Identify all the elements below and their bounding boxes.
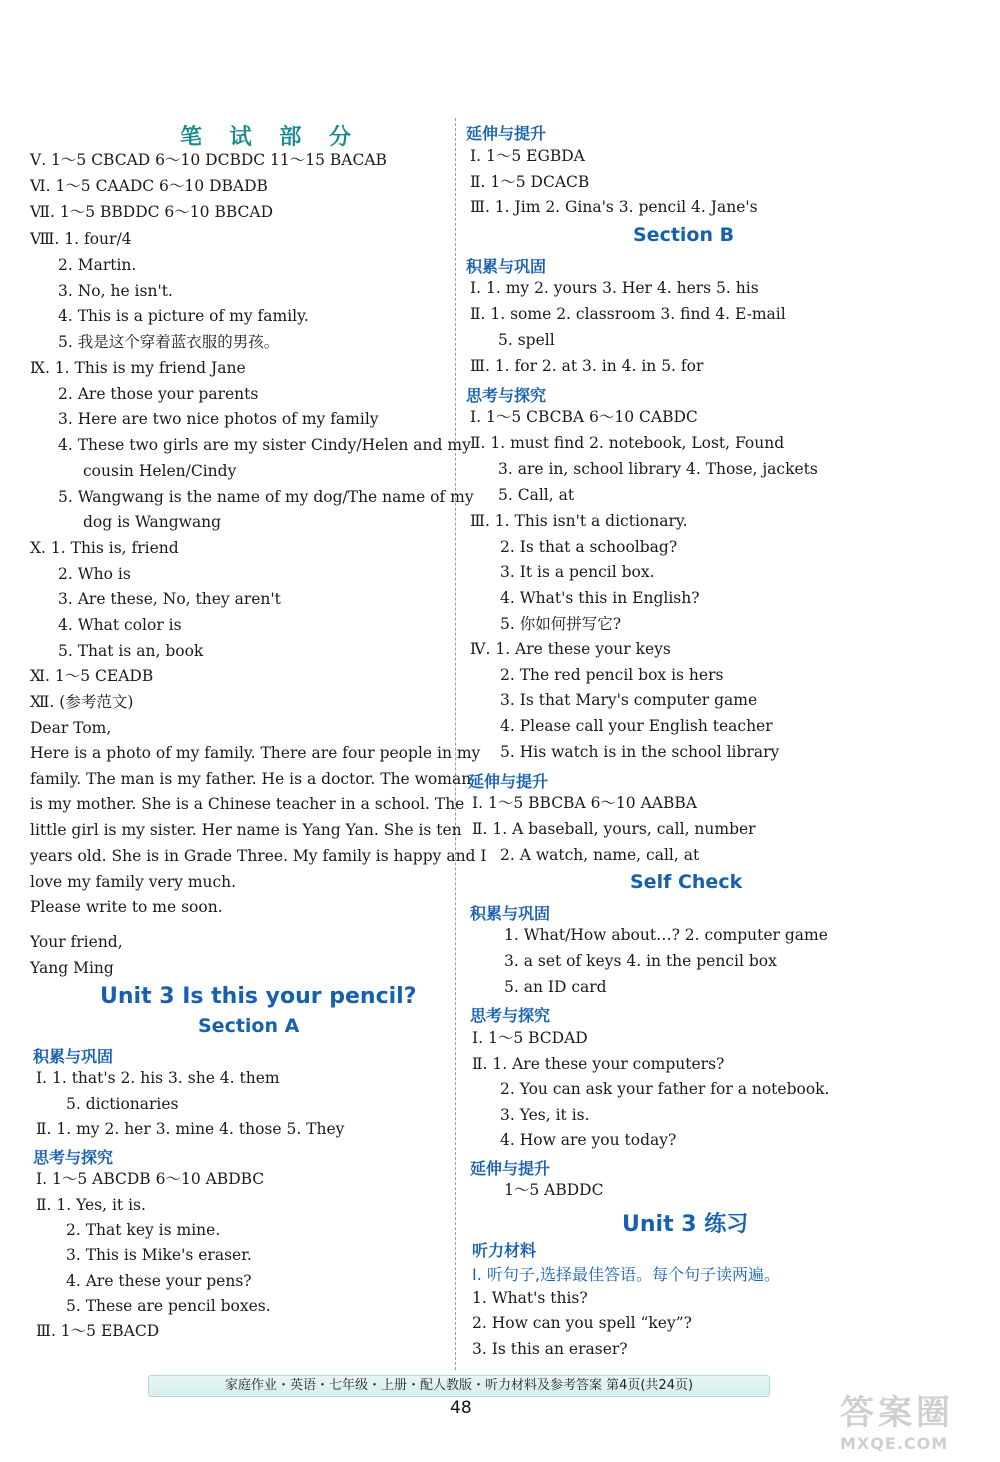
right-answer-line: Ⅱ. 1～5 DCACB xyxy=(470,173,590,191)
right-answer-line: 2. The red pencil box is hers xyxy=(500,666,724,684)
right-answer-line: Ⅰ. 1. my 2. yours 3. Her 4. hers 5. his xyxy=(470,279,759,297)
subheading-sikao: 思考与探究 xyxy=(33,1148,114,1167)
right-answer-line: Ⅱ. 1. some 2. classroom 3. find 4. E-mail xyxy=(470,305,786,323)
left-answer-line: 5. These are pencil boxes. xyxy=(66,1297,271,1315)
right-answer-line: Ⅲ. 1. Jim 2. Gina's 3. pencil 4. Jane's xyxy=(470,198,758,216)
left-answer-line: Ⅴ. 1～5 CBCAD 6～10 DCBDC 11～15 BACAB xyxy=(30,151,387,169)
right-answer-line: 3. It is a pencil box. xyxy=(500,563,655,581)
left-answer-line: Ⅻ. (参考范文) xyxy=(30,693,134,711)
right-answer-line: 3. a set of keys 4. in the pencil box xyxy=(504,952,777,970)
left-answer-line: 2. That key is mine. xyxy=(66,1221,221,1239)
section-b-heading: Section B xyxy=(633,224,735,246)
left-answer-line: Your friend, xyxy=(30,933,123,951)
subheading-tingli: 听力材料 xyxy=(472,1241,537,1260)
right-answer-line: Ⅰ. 1～5 BBCBA 6～10 AABBA xyxy=(472,794,697,812)
left-answer-line: Please write to me soon. xyxy=(30,898,223,916)
right-answer-line: 2. A watch, name, call, at xyxy=(500,846,700,864)
right-answer-line: 2. You can ask your father for a notebook. xyxy=(500,1080,830,1098)
section-a-heading: Section A xyxy=(198,1015,300,1037)
page-number: 48 xyxy=(450,1398,472,1418)
left-answer-line: 2. Are those your parents xyxy=(58,385,259,403)
left-answer-line: 3. This is Mike's eraser. xyxy=(66,1246,252,1264)
left-answer-line: 3. Are these, No, they aren't xyxy=(58,590,281,608)
subheading-jilei-b: 积累与巩固 xyxy=(466,257,547,276)
right-answer-line: Ⅱ. 1. must find 2. notebook, Lost, Found xyxy=(470,434,785,452)
right-answer-line: 4. How are you today? xyxy=(500,1131,677,1149)
right-answer-line: 3. Is that Mary's computer game xyxy=(500,691,758,709)
unit3-practice-heading: Unit 3 练习 xyxy=(622,1212,749,1237)
subheading-jilei: 积累与巩固 xyxy=(33,1047,114,1066)
left-answer-line: Ⅺ. 1～5 CEADB xyxy=(30,667,154,685)
right-answer-line: Ⅳ. 1. Are these your keys xyxy=(470,640,671,658)
right-answer-line: 3. Yes, it is. xyxy=(500,1106,590,1124)
left-answer-line: Ⅱ. 1. my 2. her 3. mine 4. those 5. They xyxy=(36,1120,345,1138)
subheading-sikao-sc: 思考与探究 xyxy=(470,1006,551,1025)
left-answer-line: Yang Ming xyxy=(30,959,114,977)
right-answer-line: 3. are in, school library 4. Those, jackets xyxy=(498,460,818,478)
right-answer-line: 2. Is that a schoolbag? xyxy=(500,538,678,556)
right-answer-line: 2. How can you spell “key”? xyxy=(472,1314,692,1332)
self-check-heading: Self Check xyxy=(630,871,743,893)
unit-title: Unit 3 Is this your pencil? xyxy=(100,984,417,1009)
left-answer-line: 5. That is an, book xyxy=(58,642,204,660)
left-answer-line: Ⅹ. 1. This is, friend xyxy=(30,539,179,557)
left-answer-line: 2. Who is xyxy=(58,565,131,583)
left-answer-line: 3. Here are two nice photos of my family xyxy=(58,410,379,428)
right-answer-line: Ⅰ. 1～5 BCDAD xyxy=(472,1029,588,1047)
subheading-sikao-b: 思考与探究 xyxy=(466,386,547,405)
left-answer-line: Ⅰ. 1. that's 2. his 3. she 4. them xyxy=(36,1069,280,1087)
right-answer-line: 1～5 ABDDC xyxy=(504,1181,604,1199)
subheading-yanshen-2: 延伸与提升 xyxy=(468,772,549,791)
left-answer-line: 5. Wangwang is the name of my dog/The name of my xyxy=(58,488,474,506)
listening-question: Ⅰ. 听句子,选择最佳答语。每个句子读两遍。 xyxy=(472,1265,780,1284)
right-answer-line: 4. Please call your English teacher xyxy=(500,717,773,735)
left-answer-line: 5. 我是这个穿着蓝衣服的男孩。 xyxy=(58,333,280,351)
watermark-site: MXQE.COM xyxy=(840,1434,949,1453)
left-answer-line: cousin Helen/Cindy xyxy=(83,462,237,480)
right-answer-line: Ⅲ. 1. This isn't a dictionary. xyxy=(470,512,688,530)
left-answer-line: Ⅰ. 1～5 ABCDB 6～10 ABDBC xyxy=(36,1170,265,1188)
right-answer-line: Ⅰ. 1～5 CBCBA 6～10 CABDC xyxy=(470,408,698,426)
right-answer-line: 3. Is this an eraser? xyxy=(472,1340,628,1358)
right-answer-line: 5. His watch is in the school library xyxy=(500,743,780,761)
left-answer-line: 5. dictionaries xyxy=(66,1095,179,1113)
left-answer-line: Ⅷ. 1. four/4 xyxy=(30,230,132,248)
right-answer-line: Ⅱ. 1. A baseball, yours, call, number xyxy=(472,820,756,838)
left-answer-line: 4. What color is xyxy=(58,616,182,634)
left-answer-line: Ⅱ. 1. Yes, it is. xyxy=(36,1196,146,1214)
watermark-title: 答案圈 xyxy=(840,1393,954,1433)
left-answer-line: 3. No, he isn't. xyxy=(58,282,173,300)
left-answer-line: 2. Martin. xyxy=(58,256,137,274)
left-answer-line: 4. These two girls are my sister Cindy/Helen and my xyxy=(58,436,471,454)
footer-bar: 家庭作业・英语・七年级・上册・配人教版・听力材料及参考答案 第4页(共24页) xyxy=(148,1375,770,1397)
right-answer-line: Ⅲ. 1. for 2. at 3. in 4. in 5. for xyxy=(470,357,704,375)
left-answer-line: Ⅲ. 1～5 EBACD xyxy=(36,1322,160,1340)
left-answer-line: Ⅵ. 1～5 CAADC 6～10 DBADB xyxy=(30,177,268,195)
right-answer-line: 4. What's this in English? xyxy=(500,589,700,607)
left-answer-line: is my mother. She is a Chinese teacher in a school. The xyxy=(30,795,465,813)
subheading-yanshen-1: 延伸与提升 xyxy=(466,124,547,143)
right-answer-line: 5. an ID card xyxy=(504,978,607,996)
left-answer-line: Ⅶ. 1～5 BBDDC 6～10 BBCAD xyxy=(30,203,273,221)
left-answer-line: Ⅸ. 1. This is my friend Jane xyxy=(30,359,246,377)
subheading-yanshen-3: 延伸与提升 xyxy=(470,1159,551,1178)
left-answer-line: Here is a photo of my family. There are four people in my xyxy=(30,744,481,762)
left-answer-line: little girl is my sister. Her name is Yang Yan. She is ten xyxy=(30,821,462,839)
left-answer-line: 4. Are these your pens? xyxy=(66,1272,252,1290)
left-answer-line: Dear Tom, xyxy=(30,719,112,737)
left-answer-line: family. The man is my father. He is a doctor. The woman xyxy=(30,770,472,788)
subheading-jilei-sc: 积累与巩固 xyxy=(470,904,551,923)
left-answer-line: dog is Wangwang xyxy=(83,513,222,531)
right-answer-line: Ⅰ. 1～5 EGBDA xyxy=(470,147,585,165)
written-part-title: 笔 试 部 分 xyxy=(180,125,361,150)
right-answer-line: Ⅱ. 1. Are these your computers? xyxy=(472,1055,725,1073)
right-answer-line: 1. What/How about…? 2. computer game xyxy=(504,926,828,944)
right-answer-line: 5. 你如何拼写它? xyxy=(500,615,622,633)
right-answer-line: 1. What's this? xyxy=(472,1289,588,1307)
left-answer-line: 4. This is a picture of my family. xyxy=(58,307,309,325)
right-answer-line: 5. spell xyxy=(498,331,555,349)
watermark-logo xyxy=(840,1385,990,1457)
right-answer-line: 5. Call, at xyxy=(498,486,575,504)
left-answer-line: love my family very much. xyxy=(30,873,237,891)
left-answer-line: years old. She is in Grade Three. My family is happy and I xyxy=(30,847,487,865)
